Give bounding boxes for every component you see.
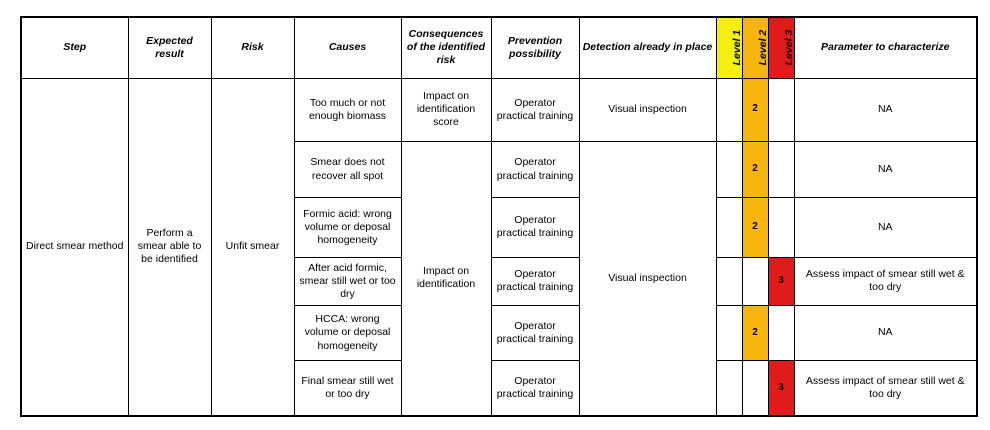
prevention-cell: Operator practical training bbox=[491, 361, 579, 416]
level-2-cell bbox=[742, 361, 768, 416]
header-level-3 bbox=[768, 17, 794, 78]
level-2-cell: 2 bbox=[742, 198, 768, 257]
header-risk: Risk bbox=[211, 17, 294, 78]
prevention-cell: Operator practical training bbox=[491, 305, 579, 360]
level-2-cell bbox=[742, 257, 768, 305]
level-3-cell bbox=[768, 141, 794, 197]
cause-cell: Formic acid: wrong volume or deposal homogeneity bbox=[294, 198, 401, 257]
level-1-cell bbox=[716, 257, 742, 305]
level-1-cell bbox=[716, 198, 742, 257]
header-level-2-label: Level 2 bbox=[756, 29, 769, 66]
cause-cell: Smear does not recover all spot bbox=[294, 141, 401, 197]
parameter-cell: NA bbox=[794, 141, 977, 197]
level-3-cell bbox=[768, 305, 794, 360]
level-3-cell bbox=[768, 198, 794, 257]
detection-cell: Visual inspection bbox=[579, 141, 716, 416]
header-step: Step bbox=[21, 17, 128, 78]
level-1-cell bbox=[716, 141, 742, 197]
prevention-cell: Operator practical training bbox=[491, 78, 579, 141]
header-detection: Detection already in place bbox=[579, 17, 716, 78]
header-level-1-label: Level 1 bbox=[730, 29, 743, 66]
expected-result-cell: Perform a smear able to be identified bbox=[128, 78, 211, 416]
level-1-cell bbox=[716, 361, 742, 416]
level-3-cell: 3 bbox=[768, 361, 794, 416]
header-level-3-label: Level 3 bbox=[782, 29, 795, 66]
cause-cell: Too much or not enough biomass bbox=[294, 78, 401, 141]
risk-analysis-table bbox=[20, 16, 978, 417]
consequence-cell: Impact on identification bbox=[401, 141, 491, 416]
parameter-cell: Assess impact of smear still wet & too dry bbox=[794, 361, 977, 416]
prevention-cell: Operator practical training bbox=[491, 198, 579, 257]
step-cell: Direct smear method bbox=[21, 78, 128, 416]
header-row bbox=[21, 17, 977, 78]
parameter-cell: Assess impact of smear still wet & too dry bbox=[794, 257, 977, 305]
cause-cell: After acid formic, smear still wet or too dry bbox=[294, 257, 401, 305]
level-3-cell: 3 bbox=[768, 257, 794, 305]
level-1-cell bbox=[716, 78, 742, 141]
level-2-cell: 2 bbox=[742, 78, 768, 141]
header-prevention: Prevention possibility bbox=[491, 17, 579, 78]
prevention-cell: Operator practical training bbox=[491, 257, 579, 305]
level-3-cell bbox=[768, 78, 794, 141]
header-level-1 bbox=[716, 17, 742, 78]
cause-cell: Final smear still wet or too dry bbox=[294, 361, 401, 416]
level-1-cell bbox=[716, 305, 742, 360]
detection-cell: Visual inspection bbox=[579, 78, 716, 141]
header-parameter: Parameter to characterize bbox=[794, 17, 977, 78]
header-consequences: Consequences of the identified risk bbox=[401, 17, 491, 78]
parameter-cell: NA bbox=[794, 305, 977, 360]
consequence-cell: Impact on identification score bbox=[401, 78, 491, 141]
cause-cell: HCCA: wrong volume or deposal homogeneity bbox=[294, 305, 401, 360]
prevention-cell: Operator practical training bbox=[491, 141, 579, 197]
level-2-cell: 2 bbox=[742, 305, 768, 360]
parameter-cell: NA bbox=[794, 78, 977, 141]
header-expected-result: Expected result bbox=[128, 17, 211, 78]
header-causes: Causes bbox=[294, 17, 401, 78]
table-row bbox=[21, 78, 977, 141]
header-level-2 bbox=[742, 17, 768, 78]
level-2-cell: 2 bbox=[742, 141, 768, 197]
parameter-cell: NA bbox=[794, 198, 977, 257]
risk-cell: Unfit smear bbox=[211, 78, 294, 416]
